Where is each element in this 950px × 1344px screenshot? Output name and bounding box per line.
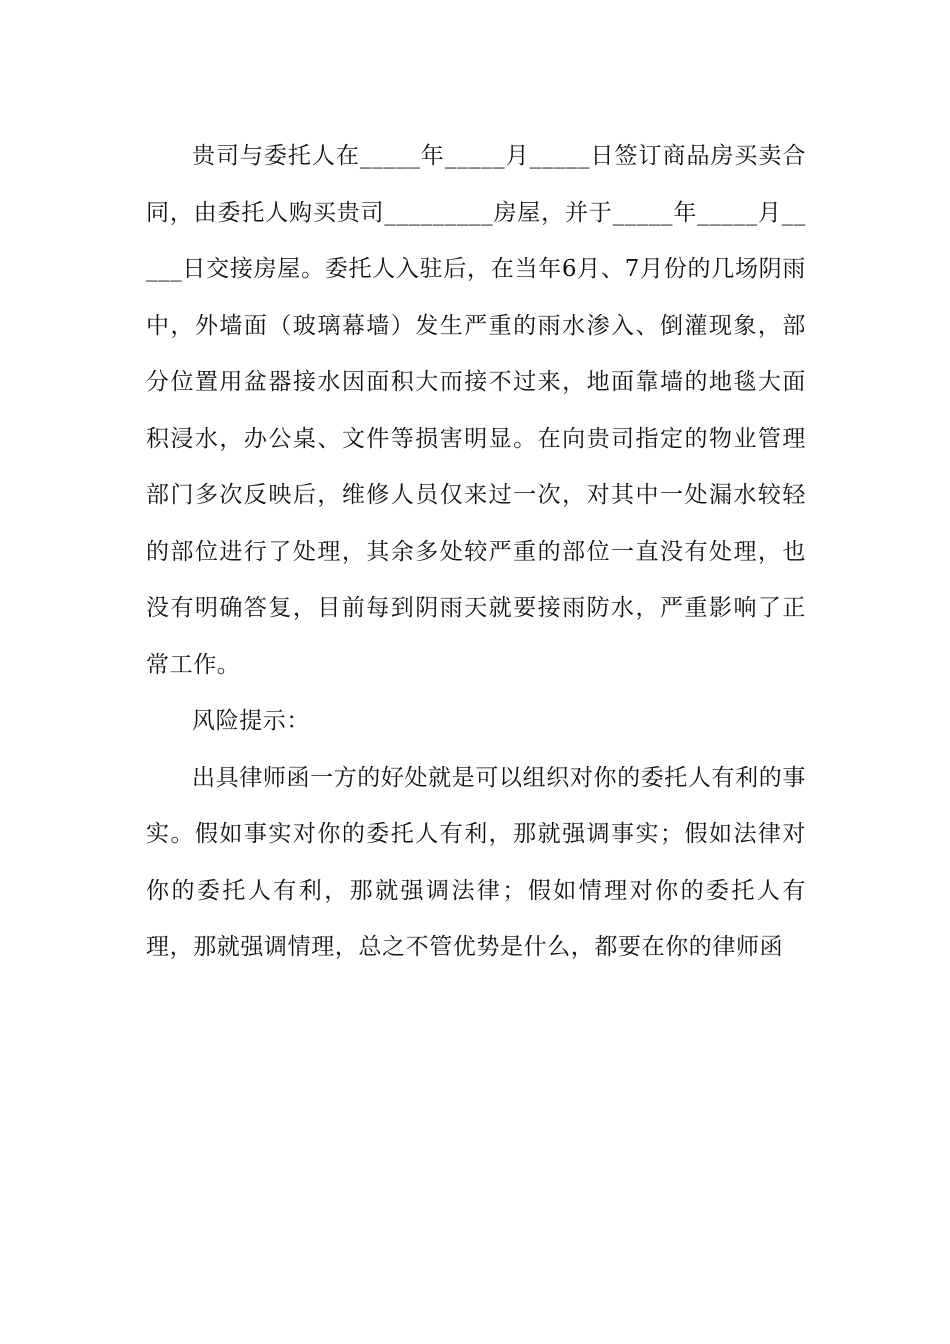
paragraph-risk-heading: 风险提示： [192, 708, 310, 734]
document-body [146, 128, 806, 976]
paragraph-complaint: 贵司与委托人在_____年_____月_____日签订商品房买卖合同，由委托人购买贵司_________房屋，并于_____年_____月_____日交接房屋。委托人入驻后，在当年6月、7月份的几场阴雨中，外墙面（玻璃幕墙）发生严重的雨水渗入、倒灌现象，部分位置用盆器接水因面积大而接不过来，地面靠墙的地毯大面积浸水，办公桌、文件等损害明显。在向贵司指定的物业管理部门多次反映后，维修人员仅来过一次，对其中一处漏水较轻的部位进行了处理，其余多处较严重的部位一直没有处理，也没有明确答复，目前每到阴雨天就要接雨防水，严重影响了正常工作。 [146, 143, 806, 678]
paragraph-risk-body: 出具律师函一方的好处就是可以组织对你的委托人有利的事实。假如事实对你的委托人有利，那就强调事实；假如法律对你的委托人有利，那就强调法律；假如情理对你的委托人有理，那就强调情理，总之不管优势是什么，都要在你的律师函 [146, 764, 806, 960]
